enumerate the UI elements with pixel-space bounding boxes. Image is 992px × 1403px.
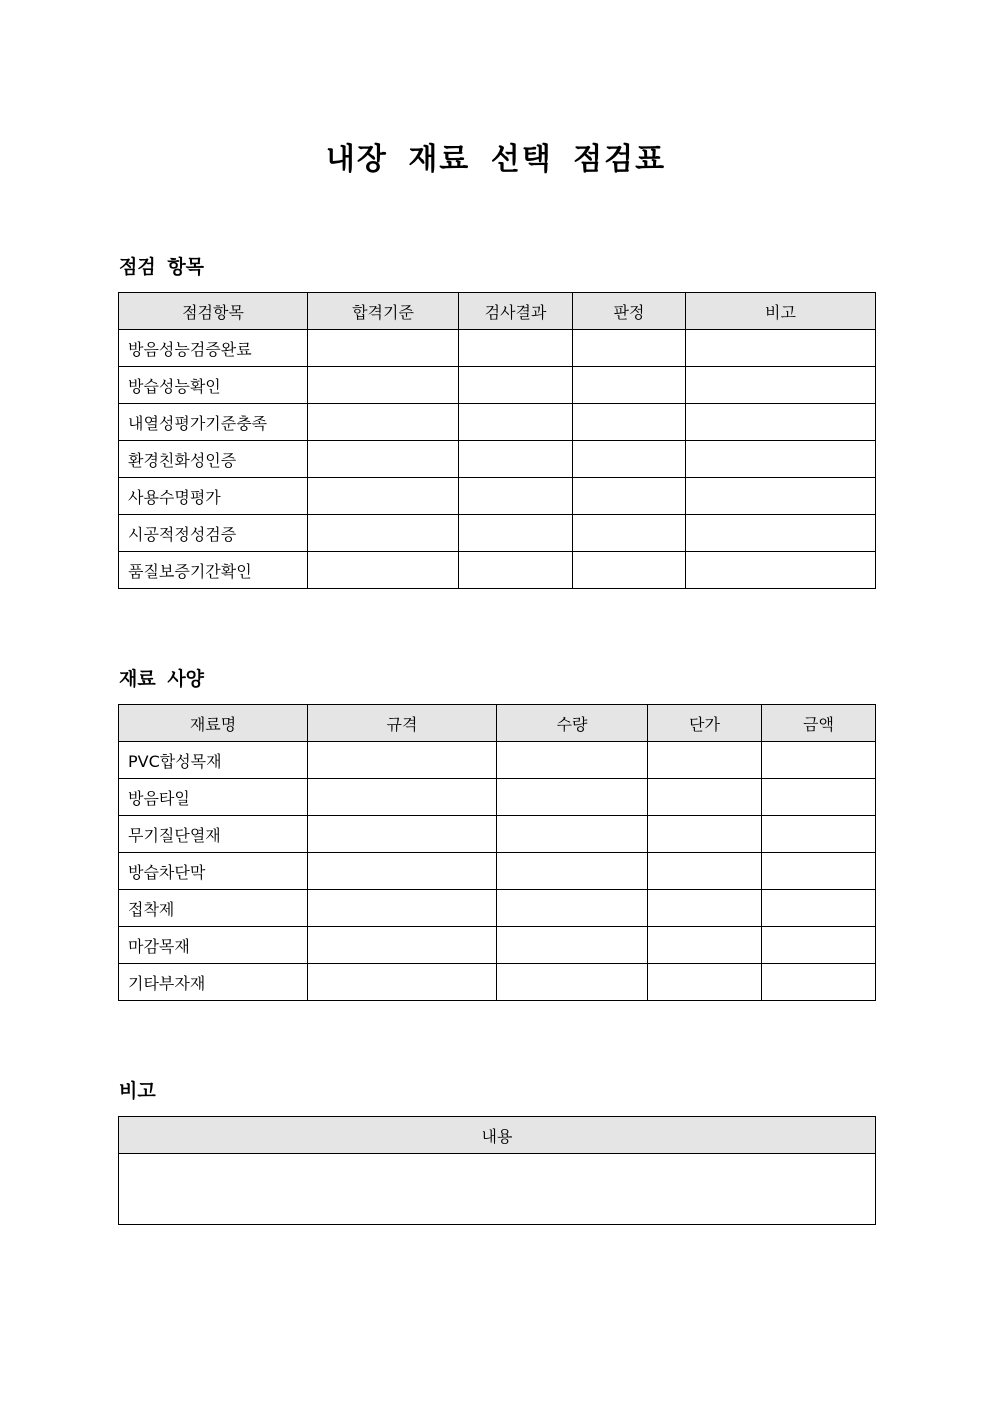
table-row [119,515,876,552]
amount-cell[interactable] [762,890,876,927]
notes-section-title: 비고 [119,1080,156,1102]
unit-price-cell[interactable] [648,964,762,1001]
amount-cell[interactable] [762,964,876,1001]
result-cell[interactable] [459,515,573,552]
inspection-item-label: 시공적정성검증 [119,515,308,552]
header-quantity: 수량 [497,705,648,742]
remark-cell[interactable] [686,552,876,589]
material-name-label: 마감목재 [119,927,308,964]
amount-cell[interactable] [762,816,876,853]
inspection-item-label: 방음성능검증완료 [119,330,308,367]
unit-price-cell[interactable] [648,890,762,927]
header-judgment: 판정 [573,293,686,330]
materials-section-title: 재료 사양 [119,668,205,690]
inspection-table [118,292,876,589]
inspection-item-label: 품질보증기간확인 [119,552,308,589]
table-row [119,552,876,589]
material-name-label: 방습차단막 [119,853,308,890]
material-name-label: 방음타일 [119,779,308,816]
remark-cell[interactable] [686,478,876,515]
judgment-cell[interactable] [573,404,686,441]
spec-cell[interactable] [308,853,497,890]
judgment-cell[interactable] [573,515,686,552]
material-name-label: PVC합성목재 [119,742,308,779]
judgment-cell[interactable] [573,441,686,478]
unit-price-cell[interactable] [648,779,762,816]
remark-cell[interactable] [686,515,876,552]
material-name-label: 기타부자재 [119,964,308,1001]
criteria-cell[interactable] [308,330,459,367]
table-row [119,816,876,853]
table-row [119,441,876,478]
judgment-cell[interactable] [573,367,686,404]
quantity-cell[interactable] [497,853,648,890]
table-row [119,478,876,515]
result-cell[interactable] [459,478,573,515]
table-row [119,927,876,964]
quantity-cell[interactable] [497,779,648,816]
judgment-cell[interactable] [573,330,686,367]
inspection-item-label: 방습성능확인 [119,367,308,404]
notes-content-cell[interactable] [119,1154,876,1225]
table-row [119,404,876,441]
result-cell[interactable] [459,330,573,367]
result-cell[interactable] [459,367,573,404]
material-name-label: 무기질단열재 [119,816,308,853]
material-name-label: 접착제 [119,890,308,927]
spec-cell[interactable] [308,927,497,964]
unit-price-cell[interactable] [648,927,762,964]
unit-price-cell[interactable] [648,742,762,779]
quantity-cell[interactable] [497,742,648,779]
table-row [119,853,876,890]
spec-cell[interactable] [308,964,497,1001]
header-inspection-result: 검사결과 [459,293,573,330]
header-amount: 금액 [762,705,876,742]
judgment-cell[interactable] [573,552,686,589]
remark-cell[interactable] [686,367,876,404]
result-cell[interactable] [459,441,573,478]
table-row [119,779,876,816]
header-content: 내용 [119,1117,876,1154]
inspection-item-label: 내열성평가기준충족 [119,404,308,441]
amount-cell[interactable] [762,853,876,890]
quantity-cell[interactable] [497,816,648,853]
result-cell[interactable] [459,404,573,441]
criteria-cell[interactable] [308,552,459,589]
header-unit-price: 단가 [648,705,762,742]
notes-table [118,1116,876,1225]
materials-table [118,704,876,1001]
table-row [119,330,876,367]
remark-cell[interactable] [686,330,876,367]
criteria-cell[interactable] [308,441,459,478]
inspection-item-label: 사용수명평가 [119,478,308,515]
header-pass-criteria: 합격기준 [308,293,459,330]
materials-header-row [119,705,876,742]
remark-cell[interactable] [686,441,876,478]
criteria-cell[interactable] [308,404,459,441]
inspection-header-row [119,293,876,330]
table-row [119,1154,876,1225]
judgment-cell[interactable] [573,478,686,515]
header-spec: 규격 [308,705,497,742]
inspection-item-label: 환경친화성인증 [119,441,308,478]
quantity-cell[interactable] [497,927,648,964]
amount-cell[interactable] [762,927,876,964]
table-row [119,890,876,927]
table-row [119,742,876,779]
inspection-section-title: 점검 항목 [119,256,205,278]
spec-cell[interactable] [308,890,497,927]
header-material-name: 재료명 [119,705,308,742]
notes-header-row [119,1117,876,1154]
unit-price-cell[interactable] [648,816,762,853]
spec-cell[interactable] [308,779,497,816]
criteria-cell[interactable] [308,367,459,404]
unit-price-cell[interactable] [648,853,762,890]
criteria-cell[interactable] [308,478,459,515]
header-inspection-item: 점검항목 [119,293,308,330]
table-row [119,964,876,1001]
spec-cell[interactable] [308,816,497,853]
amount-cell[interactable] [762,779,876,816]
spec-cell[interactable] [308,742,497,779]
quantity-cell[interactable] [497,890,648,927]
amount-cell[interactable] [762,742,876,779]
criteria-cell[interactable] [308,515,459,552]
table-row [119,367,876,404]
result-cell[interactable] [459,552,573,589]
remark-cell[interactable] [686,404,876,441]
header-remark: 비고 [686,293,876,330]
quantity-cell[interactable] [497,964,648,1001]
document-title: 내장 재료 선택 점검표 [325,142,667,177]
